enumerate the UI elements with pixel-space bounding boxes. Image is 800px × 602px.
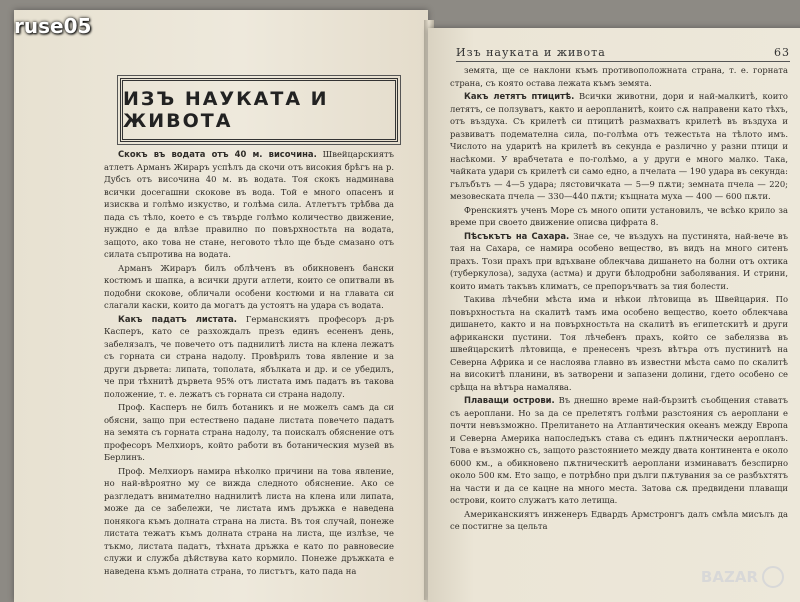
paragraph-text: Швейцарскиятъ атлетъ Арманъ Жираръ успѣлъ да скочи отъ високия брѣгъ на р. Дубсъ отъ височина 40 м. въ водата. Тоя скокъ надминава всички досегашни скокове въ вода. Той е много опасенъ и изисква и голѣмо изкуство, и голѣма сила. Атлетътъ трѣбва да пада съ тѣло, което е съ твърде голѣмо количество движение, нуждно е да влѣзе правилно по повърхностьта на водата, защото, ако това не стане, неговото тѣло ще бъде смазано отъ силата съпротива на водата. bbox=[104, 149, 394, 259]
watermark: ruse05 bbox=[14, 14, 92, 38]
right-column bbox=[450, 64, 788, 534]
left-page bbox=[14, 10, 428, 602]
paragraph-text: Френскиятъ ученъ Море съ много опити установилъ, че всѣко крило за време при своето движение описва цифрата 8. bbox=[450, 204, 788, 227]
paragraph-text: Германскиятъ професоръ д-ръ Касперъ, като се разхождалъ презъ единъ есененъ день, забелязалъ, че повечето отъ паднилитѣ листа на клена лежатъ съ горната си страна надолу. Провѣрилъ това явление и за други дървета: липата, тополата, ябълката и др. и се убедилъ, че при тѣхнитѣ дървета 95% отъ листата имъ падатъ въ такова положение, т. е. лежатъ съ горната си страна надолу. bbox=[104, 313, 395, 399]
paragraph-text: Американскиятъ инженеръ Едвардъ Армстронгъ далъ смѣла мисълъ да се постигне за цельта bbox=[450, 508, 788, 531]
page-number: 63 bbox=[774, 46, 790, 59]
right-page bbox=[428, 28, 800, 602]
paragraph-text: Проф. Мелхиоръ намира нѣколко причини на това явление, но най-вѣроятно му се вижда следното обяснение. Ако се разгледатъ внимателно наднилитѣ листа на клена или липата, може да се забележи, че листата имъ дръжка е наведена понякога къмъ долната страна на листа. Въ тоя случай, понеже листата тежатъ къмъ долната страна на листа, ще излѣзе, че тъкмо, листата падатъ, тѣхната дръжка е като по равновесие служи и служба дѣйствува като кормило. Понеже дръжката е наведена къмъ долната страна, то листътъ, като пада на bbox=[104, 465, 394, 576]
paragraph-text: земята, ще се наклони къмъ противоположната страна, т. е. горната страна, съ която остава лежата къмъ земята. bbox=[450, 65, 788, 88]
paragraph bbox=[104, 313, 394, 401]
title-frame bbox=[120, 78, 398, 142]
paragraph bbox=[450, 394, 788, 507]
paragraph bbox=[104, 465, 394, 578]
paragraph-text: Всички животни, дори и най-малкитѣ, които летятъ, се ползуватъ, както и аеропланитѣ, които сѫ направени като тѣхъ, отъ въздуха. Съ крилетѣ си птицитѣ размахватъ крилетѣ въ въздуха и развиватъ подемателна сила, по-голѣма отъ тежестьта на тѣлото имъ. Числото на ударитѣ на крилетѣ въ секунда е различно у разни птици и насѣкоми. У врабчетата е по-голѣмо, а у други е много малко. Така, чайката удари съ крилетѣ си само едно, а пчелата — 190 удара въ секунда: гълъбътъ — 4—5 удара; лястовичката — 5—9 пѫти; земната пчела — 220; мезовеската пчела — 330—440 пѫти; къщната муха — 400 — 600 пѫти. bbox=[450, 91, 788, 201]
paragraph-text: Арманъ Жираръ билъ облѣченъ въ обикновенъ бански костюмъ и шапка, а всички други атлети, които се опитвали въ подобни скокове, обличали особени костюми и на главата си слагали каски, които да могатъ да устоятъ на удара съ водата. bbox=[104, 262, 394, 310]
paragraph bbox=[450, 204, 788, 229]
paragraph-text: Проф. Касперъ не билъ ботаникъ и не можелъ самъ да си обясни, защо при естествено падане листата повечето падатъ на земята съ горната страна надолу, та поискалъ обяснение отъ професоръ Мелхиоръ, който работи въ ботаническия музей въ Берлинъ. bbox=[104, 402, 394, 462]
paragraph bbox=[450, 230, 788, 293]
paragraph bbox=[104, 262, 394, 312]
paragraph bbox=[450, 293, 788, 393]
paragraph-heading: Плаващи острови. bbox=[464, 395, 555, 405]
paragraph-heading: Скокъ въ водата отъ 40 м. височина. bbox=[118, 149, 317, 159]
logo-mark-icon bbox=[762, 566, 784, 588]
paragraph-text: Знае се, че въздухъ на пустинята, най-вече въ тая на Сахара, се намира особено вещество, въ видъ на много ситенъ прахъ. Този прахъ при вдъхване облекчава дишането на болни отъ охтика (туберкулоза), задуха (астма) и други бѣлодробни заболявания. И стрини, които имать такъвъ климатъ, се препоръчватъ за тия болести. bbox=[450, 230, 788, 291]
paragraph-text: Въ днешно време най-бързитѣ съобщения ставатъ съ аероплани. Но за да се прелетятъ голѣми разстояния съ аероплани е почти невъзможно. Прелитането на Атлантическия океанъ между Европа и Северна Америка напоследъкъ става съ единъ пѫтнически аеропланъ. Това е възможно съ, защото разстоянието между двата континента е около 6000 км., а обикновено пѫтническитѣ аероплани изминаватъ безспирно около 500 км. Ето защо, е потрѣбно при дълги пѫтувания за се разбъхтятъ на части и да се кацне на много места. Затова сѫ предвидени плаващи острови, които служатъ като летища. bbox=[450, 395, 789, 505]
running-title: Изъ науката и живота bbox=[456, 46, 606, 59]
paragraph bbox=[450, 64, 788, 89]
paragraph-heading: Какъ летятъ птицитѣ. bbox=[464, 91, 575, 101]
paragraph bbox=[450, 508, 788, 533]
paragraph-text: Такива лѣчебни мѣста има и нѣкои лѣтовища въ Швейцария. По повърхностьта на скалитѣ тамъ има особено вещество, което облекчава дишането, както и на повърхностьта на скалитѣ въ египетскитѣ и други африкански пустини. Тоя лѣчебенъ прахъ, който се забелязва въ швейцарскитѣ лѣтовища, е пренесенъ чрезъ вѣтъра отъ пустинитѣ на Северна Африка и се наслоява главно въ известни мѣста само по скалитѣ на високитѣ планини, въ затворени и запазени долини, гдето особено се срѣща на вѣтъра намалява. bbox=[450, 294, 788, 392]
logo-text: BAZAR bbox=[700, 568, 758, 586]
left-column bbox=[104, 148, 394, 578]
paragraph bbox=[450, 90, 788, 203]
paragraph bbox=[104, 148, 394, 261]
paragraph-heading: Какъ падатъ листата. bbox=[118, 313, 237, 324]
section-title: ИЗЪ НАУКАТА И ЖИВОТА bbox=[123, 88, 329, 132]
running-head bbox=[456, 46, 790, 62]
bazar-logo bbox=[701, 566, 784, 588]
paragraph bbox=[104, 401, 394, 464]
paragraph-heading: Пѣсъкътъ на Сахара. bbox=[464, 230, 570, 241]
